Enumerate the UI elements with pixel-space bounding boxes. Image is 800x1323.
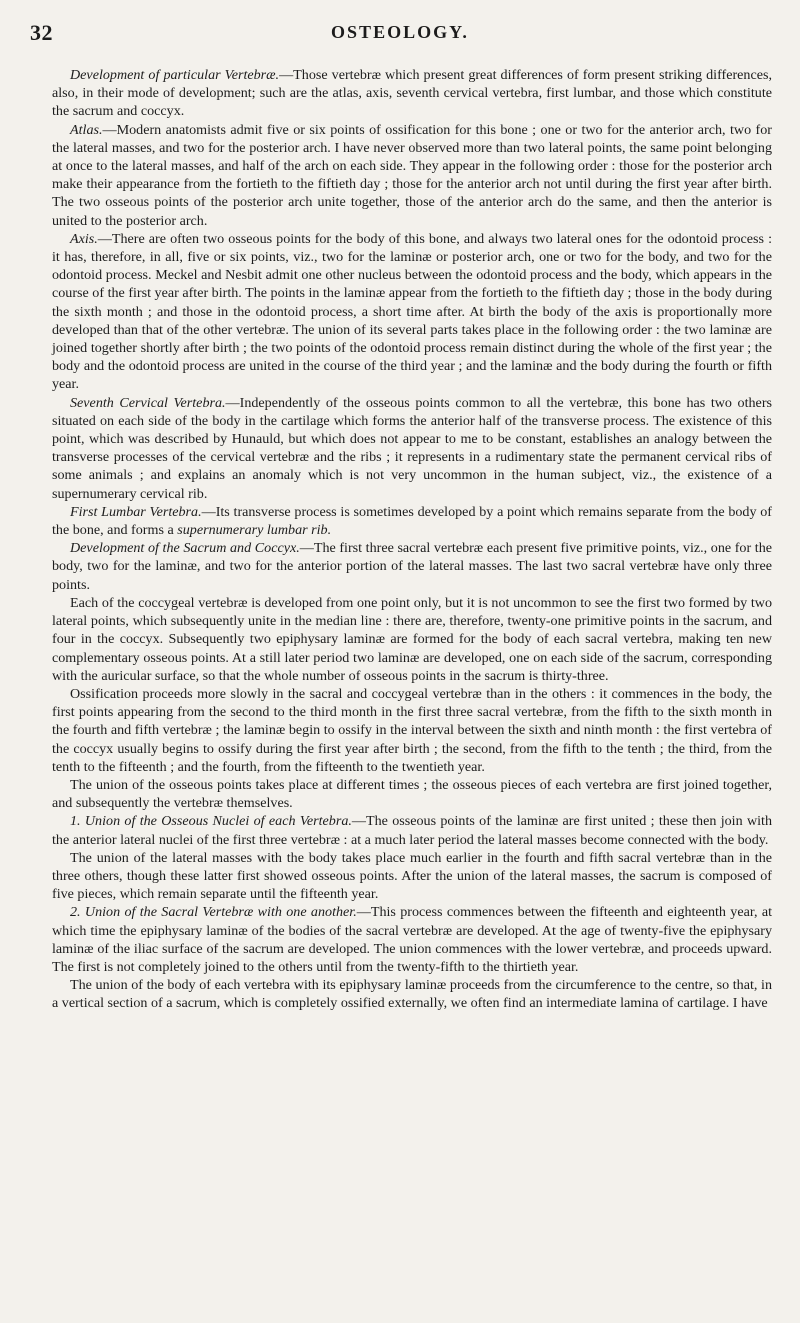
- paragraph: [52, 849, 772, 904]
- paragraph: [52, 230, 772, 394]
- paragraph-heading: First Lumbar Vertebra.: [70, 503, 202, 520]
- paragraph-heading: Seventh Cervical Vertebra.: [70, 394, 226, 411]
- body-text: [52, 66, 772, 1013]
- italic-term: supernumerary lumbar rib.: [177, 522, 332, 539]
- paragraph: [52, 903, 772, 976]
- paragraph-text: The union of the lateral masses with the body takes place much earlier in the fourth and fifth sacral vertebræ than in the three others, though these latter first showed osseous points. After the union of the lateral masses, the sacrum is composed of five pieces, which remain separate until the fifteenth year.: [52, 849, 772, 903]
- paragraph: [52, 394, 772, 503]
- paragraph-text: —Modern anatomists admit five or six points of ossification for this bone ; one or two for the anterior arch, two for the lateral masses, and two for the posterior arch. I have never observed more than two lateral points, the same point belonging at once to the lateral masses, and half of the arch on each side. They appear in the following order : those for the posterior arch make their appearance from the fortieth to the fiftieth day ; those for the anterior arch not until during the first year after birth. The two osseous points of the posterior arch unite together, those of the anterior arch do the same, and then the anterior is united to the posterior arch.: [52, 121, 772, 229]
- running-head: OSTEOLOGY.: [331, 22, 469, 42]
- paragraph-text: —Its transverse process is sometimes developed by a point which remains separate from the body of the bone, and forms a: [52, 503, 772, 539]
- paragraph-text: The union of the osseous points takes place at different times ; the osseous pieces of each vertebra are first joined together, and subsequently the vertebræ themselves.: [52, 776, 772, 812]
- paragraph: [52, 812, 772, 848]
- paragraph-text: —Those vertebræ which present great differences of form present striking differences, also, in their mode of development; such are the atlas, axis, seventh cervical vertebra, first lumbar, and those which constitute the sacrum and coccyx.: [52, 67, 772, 120]
- paragraph-text: —The first three sacral vertebræ each present five primitive points, viz., one for the body, two for the laminæ, and two for the anterior portion of the lateral masses. The last two sacral vertebræ have only three points.: [52, 540, 772, 593]
- paragraph: [52, 776, 772, 812]
- paragraph: [52, 66, 772, 121]
- paragraph-heading: Development of particular Vertebræ.: [70, 67, 280, 83]
- paragraph-heading: 1. Union of the Osseous Nuclei of each Vertebra.: [70, 813, 352, 830]
- page-number: 32: [30, 20, 53, 45]
- paragraph-text: Ossification proceeds more slowly in the sacral and coccygeal vertebræ than in the others : it commences in the body, the first points appearing from the second to the third month in the first three sacral vertebræ, from the fifth to the sixth month in the fourth and fifth vertebræ ; the laminæ begin to ossify in the interval between the sixth and ninth month : the first vertebra of the coccyx usually begins to ossify during the first year after birth ; the second, from the fifth to the tenth ; the third, from the tenth to the fifteenth ; and the fourth, from the fifteenth to the twentieth year.: [52, 685, 772, 775]
- paragraph: [52, 503, 772, 539]
- page-header: [0, 20, 800, 50]
- paragraph-text: Each of the coccygeal vertebræ is developed from one point only, but it is not uncommon to see the first two formed by two lateral points, which subsequently unite in the median line : there are, therefore, twenty-one primitive points in the sacrum, and four in the coccyx. Subsequently two epiphysary laminæ are formed for the body of each sacral vertebra, making ten new complementary osseous points. At a still later period two laminæ are developed, one on each side of the sacrum, corresponding with the auricular surface, so that the whole number of osseous points in the sacrum is thirty-three.: [52, 594, 772, 684]
- paragraph-heading: Development of the Sacrum and Coccyx.: [70, 540, 300, 557]
- paragraph: [52, 976, 772, 1012]
- paragraph-text: —Independently of the osseous points common to all the vertebræ, this bone has two others situated on each side of the body in the cartilage which forms the anterior half of the transverse process. The existence of this point, which was described by Hunauld, but which does not appear to me to be constant, establishes an analogy between the transverse processes of the cervical vertebræ and the ribs ; it represents in a rudimentary state the permanent cervical ribs of some animals ; and explains an anomaly which is not very uncommon in the human subject, viz., the existence of a supernumerary cervical rib.: [52, 394, 772, 502]
- paragraph: [52, 685, 772, 776]
- paragraph-heading: Atlas.: [70, 121, 103, 138]
- paragraph: [52, 594, 772, 685]
- paragraph-text: —This process commences between the fifteenth and eighteenth year, at which time the epiphysary laminæ of the bodies of the sacral vertebræ are developed. At the age of twenty-five the epiphysary laminæ of the iliac surface of the sacrum are developed. The union commences with the lower vertebræ, and proceeds upward. The first is not completely joined to the others until from the twenty-fifth to the thirtieth year.: [52, 904, 773, 975]
- paragraph-text: —The osseous points of the laminæ are first united ; these then join with the anterior lateral nuclei of the first three vertebræ : at a much later period the lateral masses become connected with the body.: [52, 813, 773, 848]
- paragraph: [52, 539, 772, 594]
- paragraph-heading: Axis.: [70, 230, 98, 247]
- paragraph-heading: 2. Union of the Sacral Vertebræ with one another.: [70, 904, 357, 921]
- paragraph-text: The union of the body of each vertebra with its epiphysary laminæ proceeds from the circumference to the centre, so that, in a vertical section of a sacrum, which is completely ossified externally, we often find an intermediate lamina of cartilage. I have: [52, 977, 772, 1012]
- paragraph: [52, 121, 772, 230]
- paragraph-text: —There are often two osseous points for the body of this bone, and always two lateral ones for the odontoid process : it has, therefore, in all, five or six points, viz., two for the laminæ or posterior arch, one or two for the body, and two for the odontoid process. Meckel and Nesbit admit one other nucleus between the odontoid process and the body, which appears in the course of the first year after birth. The points in the laminæ appear from the fortieth to the fiftieth day ; those in the body during the sixth month ; and those in the odontoid process, a short time after. At birth the body of the axis is proportionally more developed than that of the other vertebræ. The union of its several parts takes place in the following order : the two laminæ are joined together shortly after birth ; the two points of the odontoid process remain distinct during the whole of the first year ; the body and the odontoid process are united in the course of the third year ; and the laminæ and the body during the fourth or fifth year.: [52, 230, 772, 393]
